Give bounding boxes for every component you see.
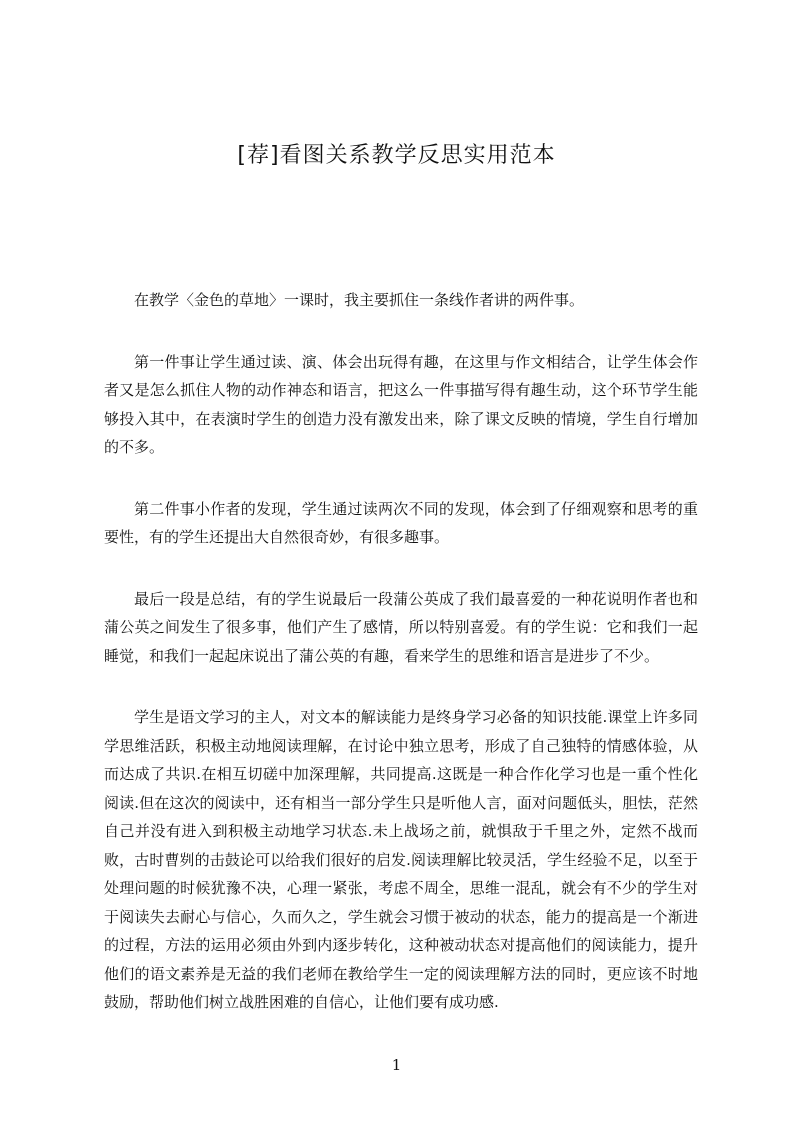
page-number: 1	[391, 1056, 402, 1074]
document-body	[104, 286, 698, 1050]
paragraph-second-event: 第二件事小作者的发现，学生通过读两次不同的发现，体会到了仔细观察和思考的重要性，有的学生还提出大自然很奇妙，有很多趣事。	[104, 499, 698, 546]
paragraph-reflection: 学生是语文学习的主人，对文本的解读能力是终身学习必备的知识技能.课堂上许多同学思维活跃，积极主动地阅读理解，在讨论中独立思考，形成了自己独特的情感体验，从而达成了共识.在相互切磋中加深理解，共同提高.这既是一种合作化学习也是一重个性化阅读.但在这次的阅读中，还有相当一部分学生只是听他人言，面对问题低头，胆怯，茫然自己并没有进入到积极主动地学习状态.未上战场之前，就惧敌于千里之外，定然不战而败，古时曹刿的击鼓论可以给我们很好的启发.阅读理解比较灵活，学生经验不足，以至于处理问题的时候犹豫不决，心理一紧张，考虑不周全，思维一混乱，就会有不少的学生对于阅读失去耐心与信心，久而久之，学生就会习惯于被动的状态，能力的提高是一个渐进的过程，方法的运用必须由外到内逐步转化，这种被动状态对提高他们的阅读能力，提升他们的语文素养是无益的我们老师在教给学生一定的阅读理解方法的同时，更应该不时地鼓励，帮助他们树立战胜困难的自信心，让他们要有成功感.	[104, 708, 698, 1011]
paragraph-summary: 最后一段是总结，有的学生说最后一段蒲公英成了我们最喜爱的一种花说明作者也和蒲公英之间发生了很多事，他们产生了感情，所以特别喜爱。有的学生说：它和我们一起睡觉，和我们一起起床说出了蒲公英的有趣，看来学生的思维和语言是进步了不少。	[104, 589, 698, 665]
document-title: [荐]看图关系教学反思实用范本	[237, 143, 556, 168]
paragraph-intro: 在教学〈金色的草地〉一课时，我主要抓住一条线作者讲的两件事。	[134, 291, 585, 309]
paragraph-first-event: 第一件事让学生通过读、演、体会出玩得有趣，在这里与作文相结合，让学生体会作者又是怎么抓住人物的动作神态和语言，把这么一件事描写得有趣生动，这个环节学生能够投入其中，在表演时学生的创造力没有激发出来，除了课文反映的情境，学生自行增加的不多。	[104, 352, 698, 456]
